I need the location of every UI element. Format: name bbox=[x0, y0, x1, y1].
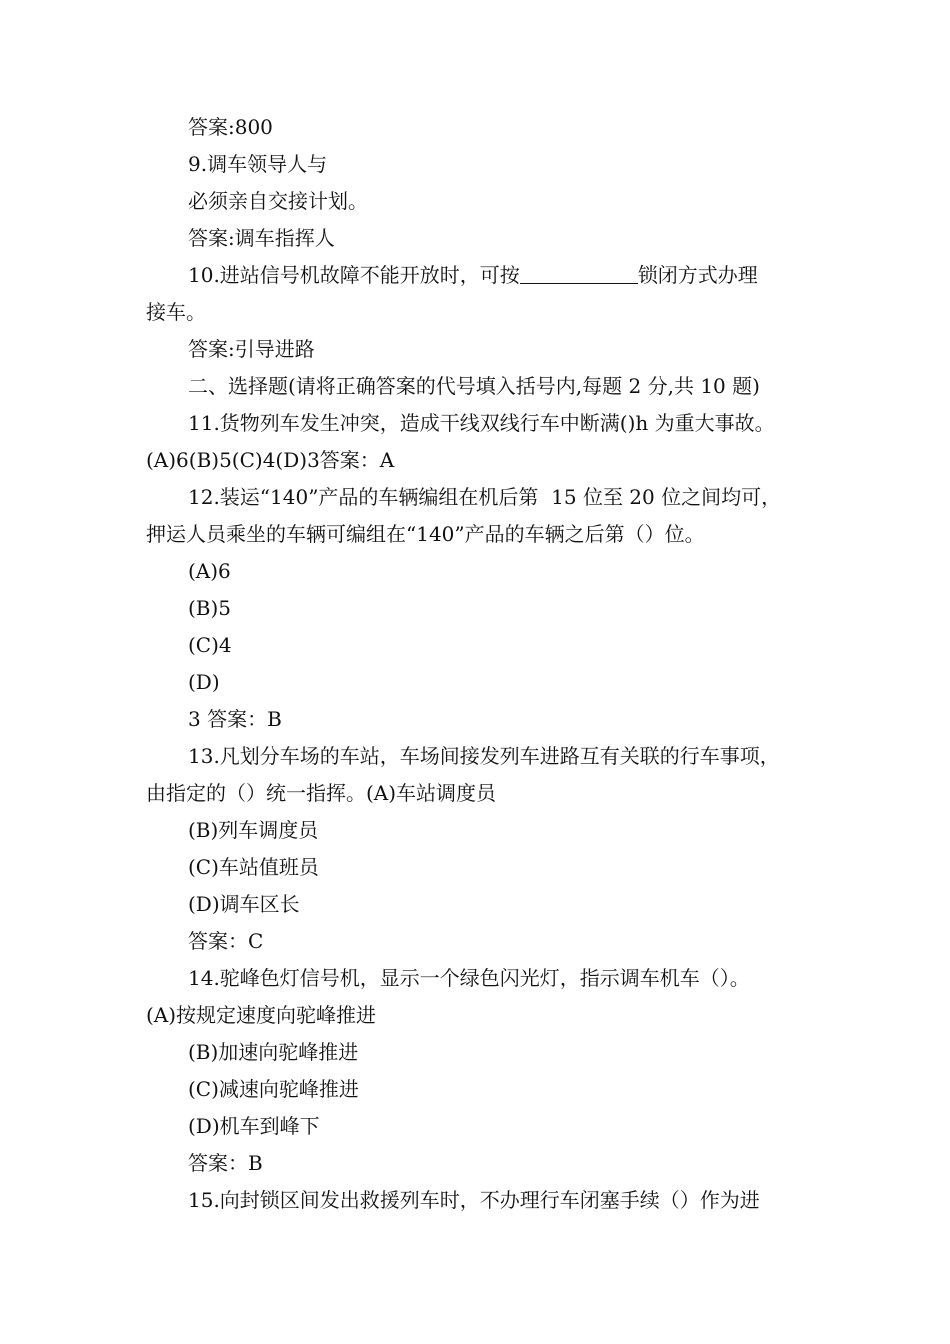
option-b: (B)加速向驼峰推进 bbox=[188, 1040, 359, 1064]
question-10-cont: 接车。 bbox=[146, 300, 206, 324]
question-10 bbox=[188, 262, 758, 288]
option-b: (B)5 bbox=[188, 596, 232, 620]
option-a: (A)6 bbox=[188, 559, 231, 583]
question-12-cont: 押运人员乘坐的车辆可编组在“140”产品的车辆之后第（）位。 bbox=[146, 522, 705, 546]
answer-12: 3 答案：B bbox=[188, 707, 282, 731]
question-13-cont: 由指定的（）统一指挥。(A)车站调度员 bbox=[146, 781, 497, 805]
question-11: 11.货物列车发生冲突，造成干线双线行车中断满()h 为重大事故。 bbox=[188, 411, 775, 435]
question-9-cont: 必须亲自交接计划。 bbox=[188, 189, 368, 213]
option-c: (C)减速向驼峰推进 bbox=[188, 1077, 359, 1101]
option-d: (D)调车区长 bbox=[188, 892, 300, 916]
answer-14: 答案：B bbox=[188, 1151, 263, 1175]
question-10-text: 10.进站信号机故障不能开放时，可按 bbox=[188, 263, 520, 287]
question-14: 14.驼峰色灯信号机，显示一个绿色闪光灯，指示调车机车（）。 bbox=[188, 966, 750, 990]
question-10-text-end: 锁闭方式办理 bbox=[637, 263, 758, 287]
answer-13: 答案：C bbox=[188, 929, 264, 953]
question-12: 12.装运“140”产品的车辆编组在机后第 15 位至 20 位之间均可， bbox=[188, 485, 782, 509]
question-9: 9.调车领导人与 bbox=[188, 152, 328, 176]
fill-blank bbox=[520, 263, 638, 284]
answer-9: 答案:调车指挥人 bbox=[188, 226, 335, 250]
option-d: (D) bbox=[188, 670, 220, 694]
option-d: (D)机车到峰下 bbox=[188, 1114, 320, 1138]
answer-10: 答案:引导进路 bbox=[188, 337, 315, 361]
option-a: (A)按规定速度向驼峰推进 bbox=[146, 1003, 377, 1027]
answer-8: 答案:800 bbox=[188, 115, 273, 139]
question-11-options-answer: (A)6(B)5(C)4(D)3答案：A bbox=[146, 448, 395, 472]
question-15: 15.向封锁区间发出救援列车时，不办理行车闭塞手续（）作为进 bbox=[188, 1188, 760, 1212]
option-c: (C)4 bbox=[188, 633, 232, 657]
question-13: 13.凡划分车场的车站，车场间接发列车进路互有关联的行车事项， bbox=[188, 744, 780, 768]
section-heading: 二、选择题(请将正确答案的代号填入括号内,每题 2 分,共 10 题) bbox=[188, 374, 760, 398]
option-c: (C)车站值班员 bbox=[188, 855, 319, 879]
option-b: (B)列车调度员 bbox=[188, 818, 319, 842]
